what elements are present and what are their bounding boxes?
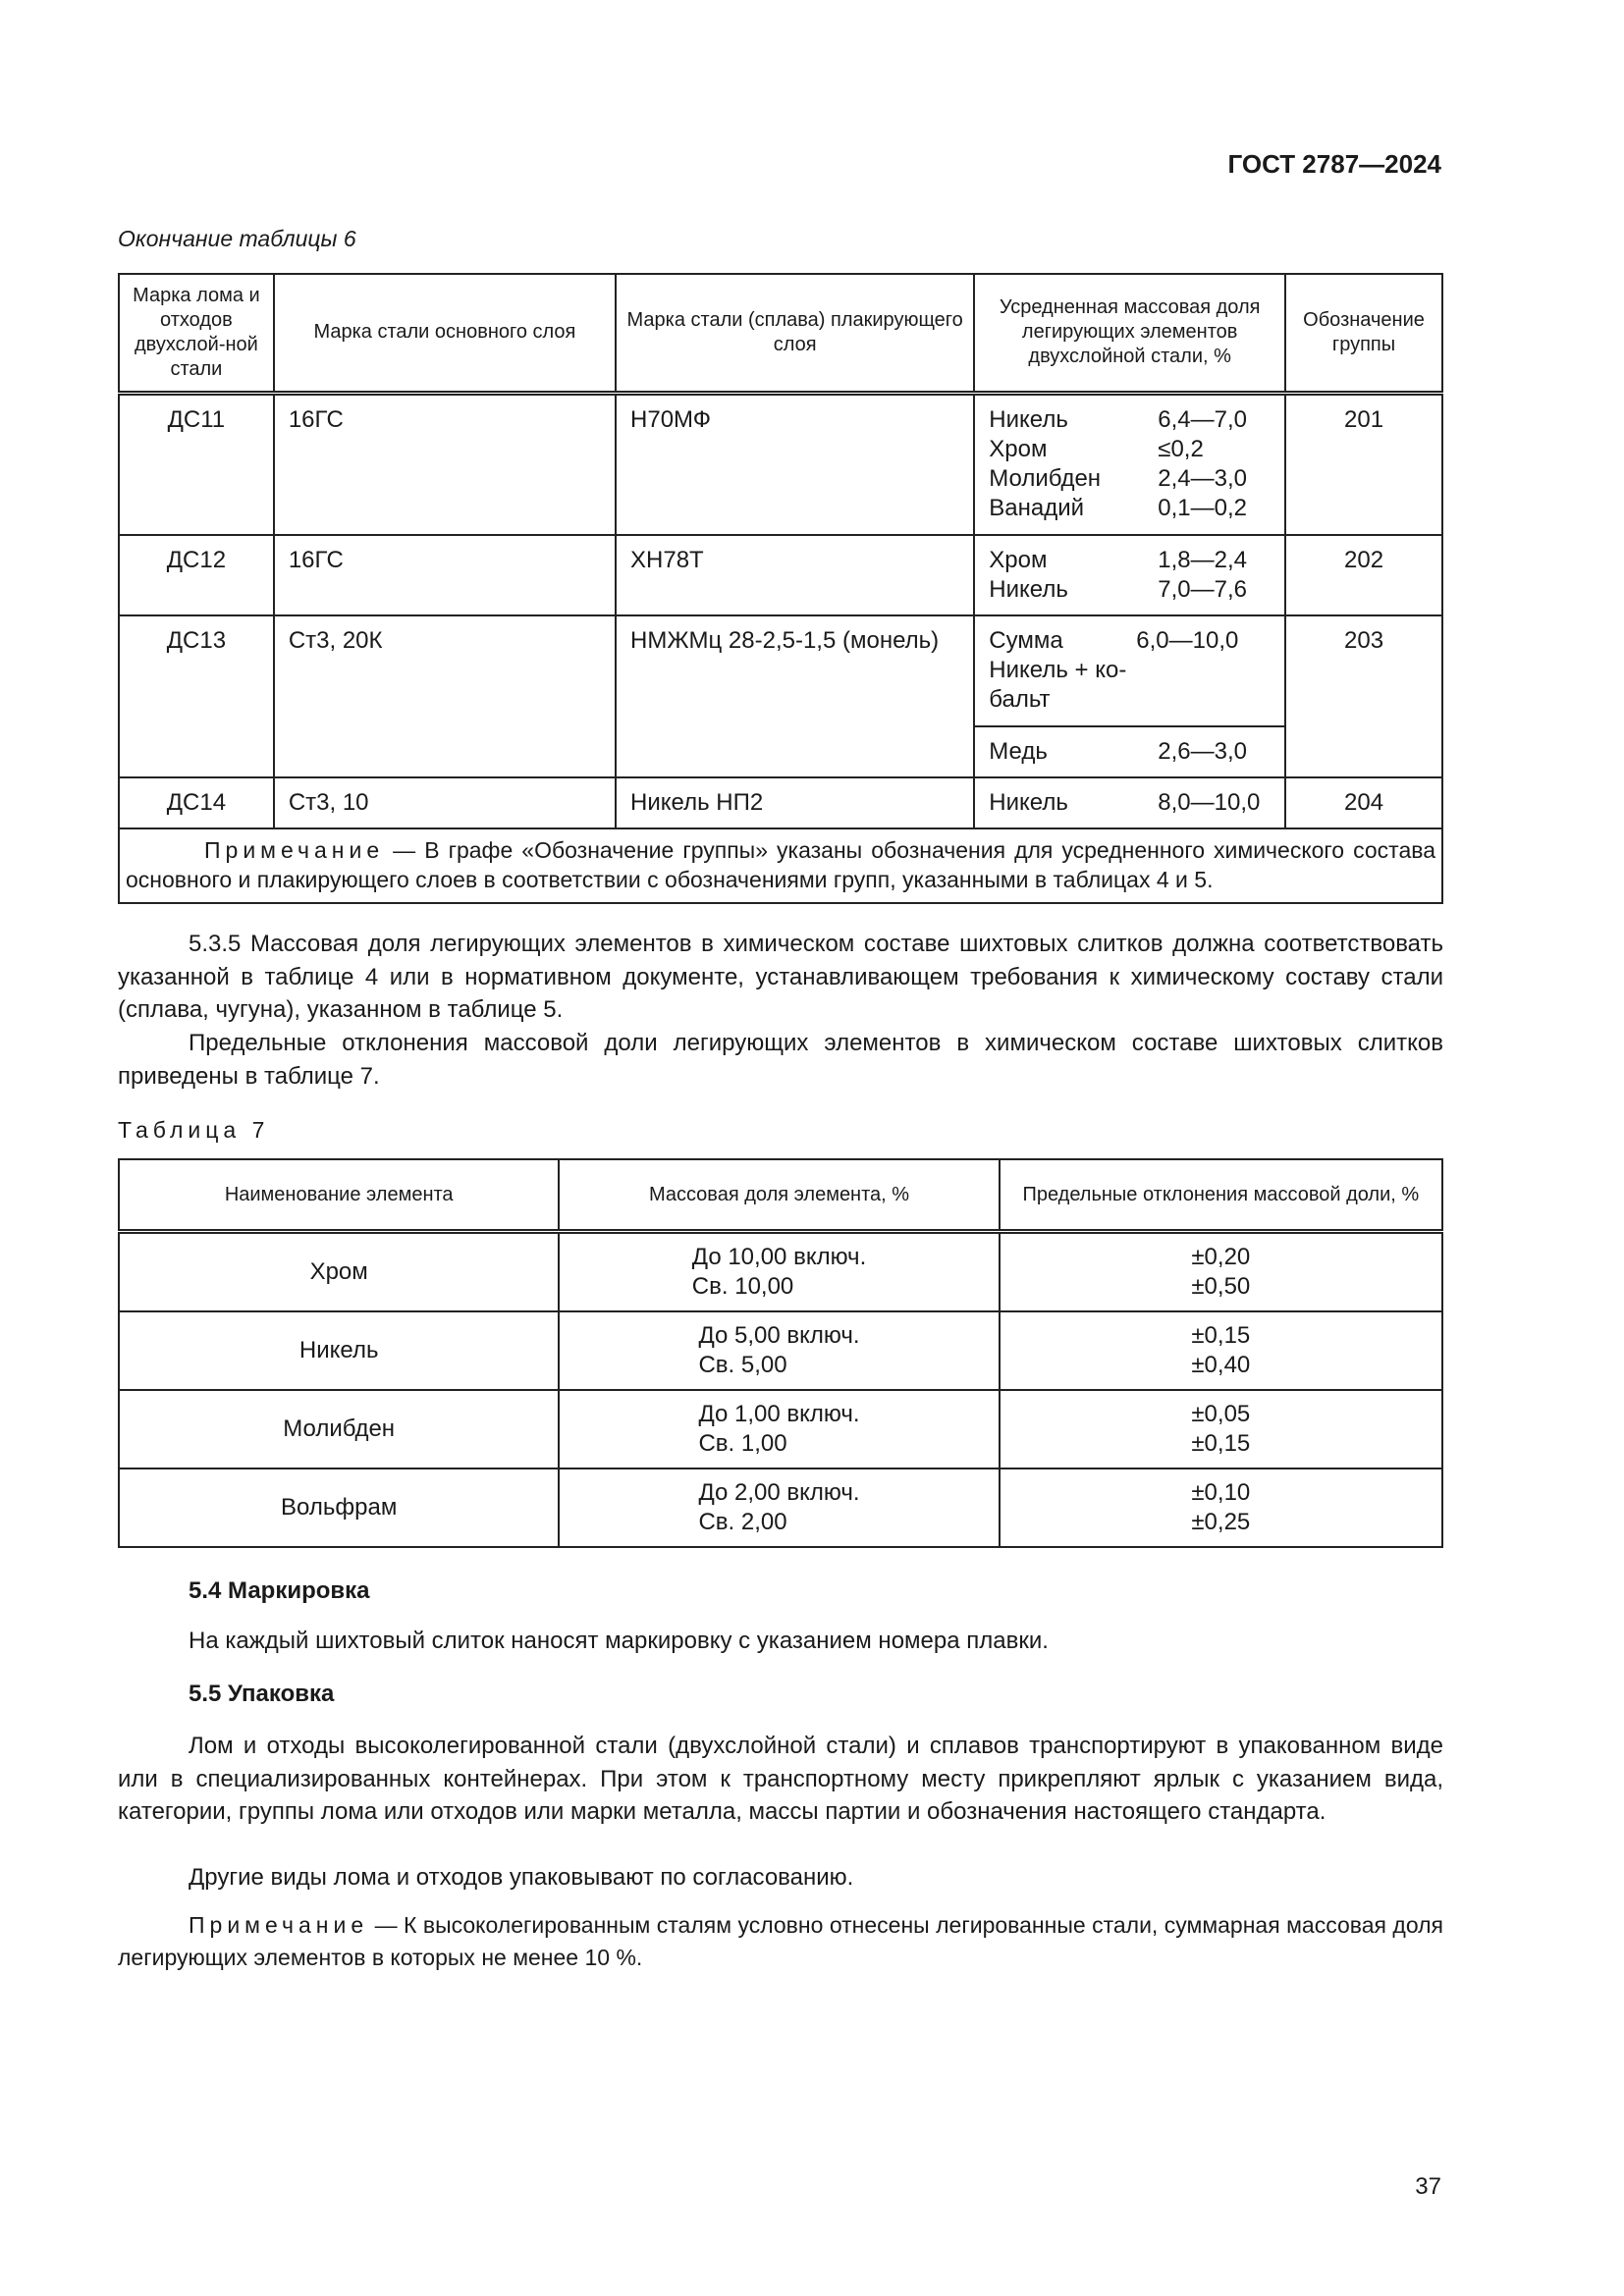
paragraph-5-3-5-b: Предельные отклонения массовой доли легирующих элементов в химическом составе шихтовых слитков приведены в таблице 7. [118,1030,1443,1090]
element-value: 0,1—0,2 [1158,494,1248,521]
note-text: — К высоколегированным сталям условно отнесены легированные стали, суммарная массовая доля легирующих элементов в которых не менее 10 %. [118,1912,1443,1970]
section-5-5-text: Лом и отходы высоколегированной стали (двухслойной стали) и сплавов транспортируют в упакованном виде или в специализированных контейнерах. При этом к транспортному месту прикрепляют ярлык с указанием вида, категории, группы лома или отходов или марки металла, массы партии и обозначения настоящего стандарта. [118,1733,1443,1825]
element-name: Ванадий [989,494,1085,521]
table-row [119,1390,1442,1468]
range-line: До 1,00 включ. [698,1401,860,1427]
grade-cell: ДС11 [119,393,274,535]
document-header: ГОСТ 2787—2024 [1227,149,1441,179]
clad-cell: НМЖМц 28-2,5-1,5 (монель) [616,615,974,777]
mass-fraction-cell [559,1468,999,1547]
section-5-4-title: 5.4 Маркировка [189,1577,370,1604]
element-name: Молибден [989,464,1102,492]
base-cell: Ст3, 10 [274,777,616,828]
table-row [119,777,1442,828]
deviation-cell [1000,1468,1442,1547]
mass-fraction-cell [559,1311,999,1390]
table-note-row [119,828,1442,903]
clad-cell: Н70МФ [616,393,974,535]
column-header: Наименование элемента [119,1159,559,1232]
group-cell: 201 [1285,393,1442,535]
column-header: Массовая доля элемента, % [559,1159,999,1232]
range-line: До 2,00 включ. [698,1479,860,1506]
group-cell: 203 [1285,615,1442,777]
element-value: 7,0—7,6 [1158,576,1248,603]
deviation-cell [1000,1311,1442,1390]
column-header: Предельные отклонения массовой доли, % [1000,1159,1442,1232]
element-name-cell: Молибден [119,1390,559,1468]
section-5-5-note [118,1909,1443,1974]
section-5-5-text2: Другие виды лома и отходов упаковывают по согласованию. [189,1864,854,1891]
note-text: — В графе «Обозначение группы» указаны обозначения для усредненного химического состава основного и плакирующего слоев в соответствии с обозначениями групп, указанными в таблицах 4 и 5. [126,837,1435,892]
elements-cell [974,726,1285,777]
clad-cell: ХН78Т [616,535,974,615]
column-header: Марка стали (сплава) плакирующего слоя [616,274,974,393]
clad-cell: Никель НП2 [616,777,974,828]
column-header: Обозначение группы [1285,274,1442,393]
table-6 [118,273,1443,904]
table6-caption: Окончание таблицы 6 [118,226,356,251]
element-name: Никель [989,405,1068,433]
deviation-cell [1000,1390,1442,1468]
element-name: Хром [989,547,1048,573]
note-label: Примечание [204,837,385,863]
table-row [119,535,1442,615]
elements-cell [974,393,1285,535]
table-row [119,1232,1442,1312]
deviation-line: ±0,20 [1191,1244,1251,1270]
element-name-cell: Вольфрам [119,1468,559,1547]
elements-cell [974,615,1285,726]
base-cell: 16ГС [274,535,616,615]
grade-cell: ДС13 [119,615,274,777]
table-row [119,615,1442,726]
page-number: 37 [1415,2173,1441,2200]
paragraph-5-3-5: 5.3.5 Массовая доля легирующих элементов в химическом составе шихтовых слитков должна соответствовать указанной в таблице 4 или в нормативном документе, устанавливающем требования к химическому составу стали (сплава, чугуна), указанном в таблице 5. [118,931,1443,1023]
column-header: Марка стали основного слоя [274,274,616,393]
mass-fraction-cell [559,1390,999,1468]
range-line: Св. 2,00 [698,1509,787,1535]
deviation-line: ±0,40 [1191,1352,1251,1378]
range-line: До 10,00 включ. [691,1244,867,1270]
elements-cell [974,535,1285,615]
element-name-cell: Хром [119,1232,559,1312]
deviation-line: ±0,15 [1191,1322,1251,1349]
element-name: Никель [989,789,1068,816]
note-label: Примечание [189,1912,369,1938]
deviation-line: ±0,50 [1191,1273,1251,1300]
table-row [119,1311,1442,1390]
element-value: 6,4—7,0 [1158,405,1248,433]
table-row [119,393,1442,535]
table7-caption: Таблица 7 [118,1117,270,1143]
section-5-4-text: На каждый шихтовый слиток наносят маркировку с указанием номера плавки. [189,1628,1049,1654]
element-value: 2,4—3,0 [1158,464,1248,492]
deviation-line: ±0,15 [1191,1430,1251,1457]
range-line: До 5,00 включ. [698,1322,860,1349]
deviation-line: ±0,10 [1191,1479,1251,1506]
table-7 [118,1158,1443,1548]
range-line: Св. 10,00 [691,1273,794,1300]
element-value: 1,8—2,4 [1158,547,1248,573]
mass-fraction-cell [559,1232,999,1312]
element-value: 8,0—10,0 [1158,789,1261,816]
deviation-line: ±0,05 [1191,1401,1251,1427]
range-line: Св. 5,00 [698,1352,787,1378]
column-header: Усредненная массовая доля легирующих элементов двухслойной стали, % [974,274,1285,393]
element-name-cell: Никель [119,1311,559,1390]
deviation-line: ±0,25 [1191,1509,1251,1535]
element-name: Никель [989,576,1068,603]
deviation-cell [1000,1232,1442,1312]
group-cell: 202 [1285,535,1442,615]
section-5-5-title: 5.5 Упаковка [189,1681,335,1707]
range-line: Св. 1,00 [698,1430,787,1457]
element-name: Хром [989,435,1048,462]
base-cell: Ст3, 20К [274,615,616,777]
grade-cell: ДС12 [119,535,274,615]
element-name: Медь [989,738,1048,765]
element-value: ≤0,2 [1158,435,1204,462]
table-row [119,1468,1442,1547]
base-cell: 16ГС [274,393,616,535]
element-value: 2,6—3,0 [1158,738,1248,765]
column-header: Марка лома и отходов двухслой-ной стали [119,274,274,393]
group-cell: 204 [1285,777,1442,828]
grade-cell: ДС14 [119,777,274,828]
element-name: Сумма Никель + ко-бальт [989,627,1127,713]
elements-cell [974,777,1285,828]
element-value: 6,0—10,0 [1136,627,1239,654]
